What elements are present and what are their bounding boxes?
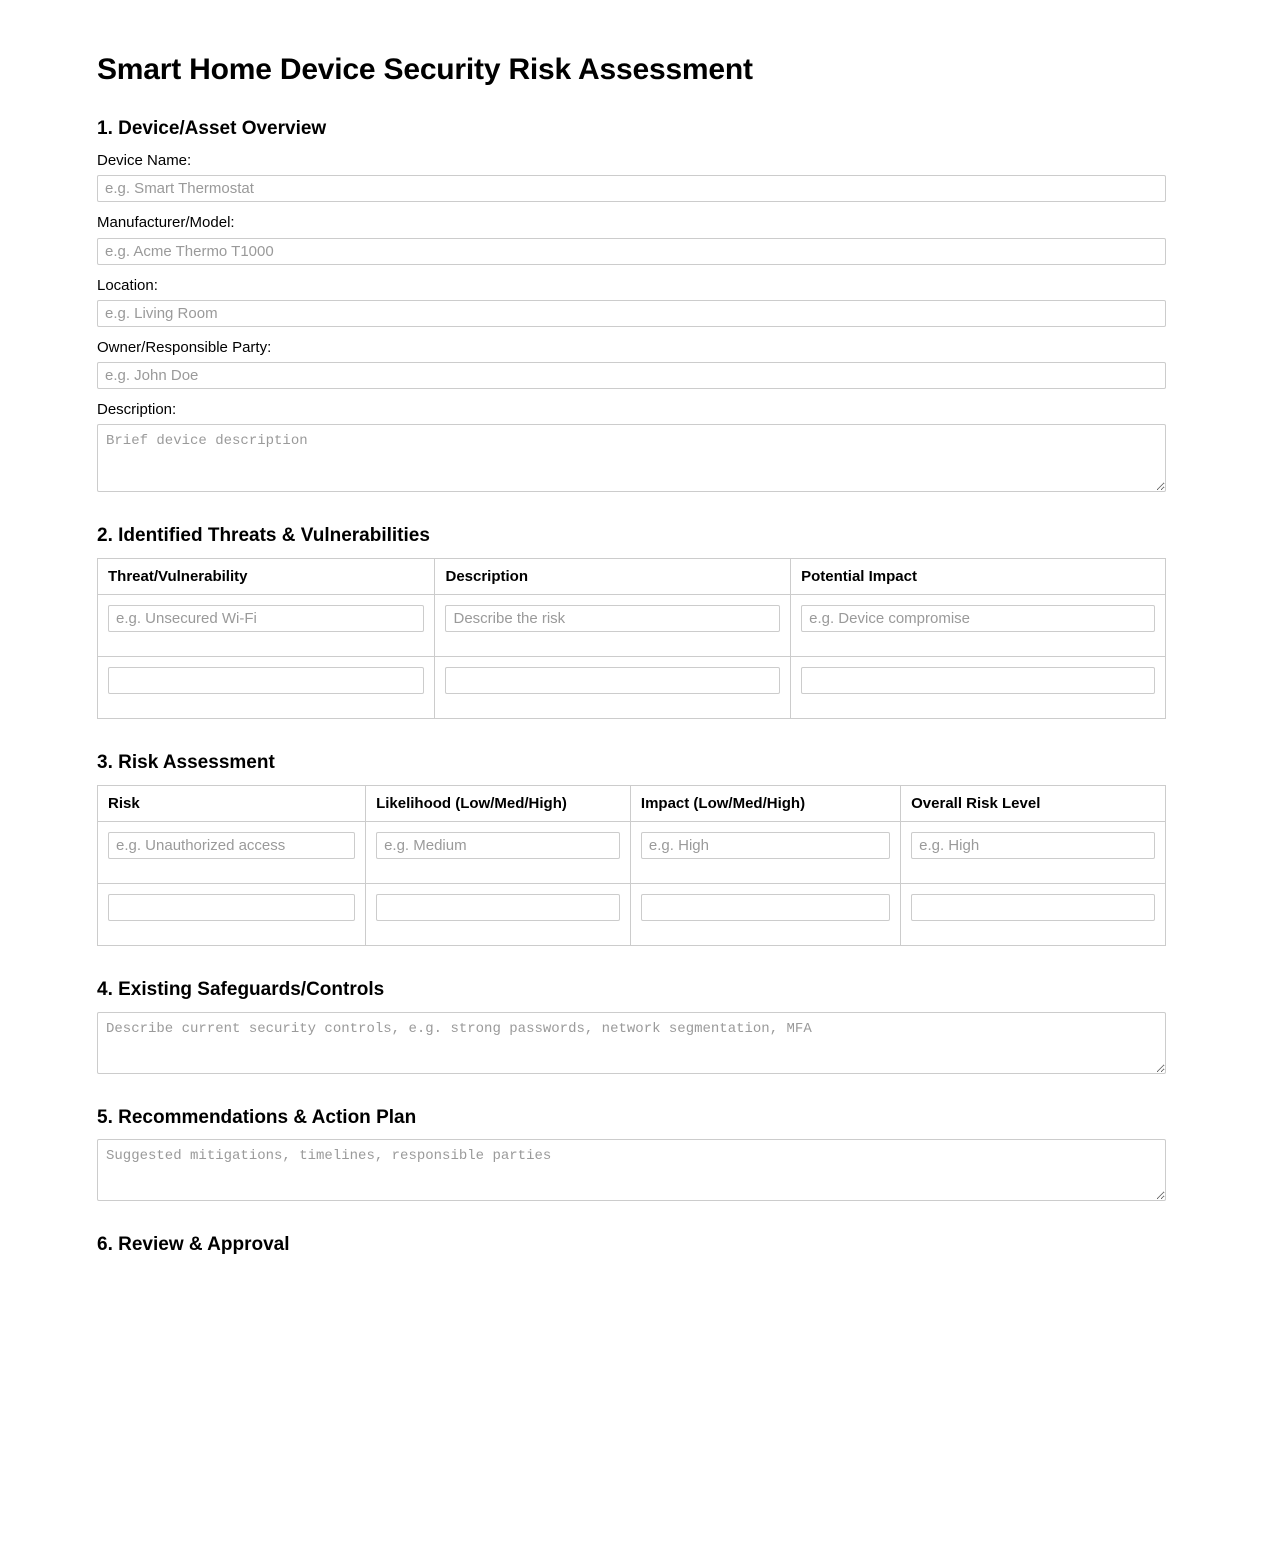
likelihood-input-row2[interactable] [376, 894, 620, 921]
column-header-risk: Risk [98, 785, 366, 821]
cell-impact [630, 883, 900, 945]
overall-risk-level-input-row1[interactable] [911, 832, 1155, 859]
location-input[interactable] [97, 300, 1166, 327]
label-location: Location: [97, 276, 158, 294]
section-heading-identified-threats: 2. Identified Threats & Vulnerabilities [97, 525, 430, 547]
threat-impact-input-row1[interactable] [801, 605, 1155, 632]
label-manufacturer-model: Manufacturer/Model: [97, 214, 235, 232]
cell-potential-impact [791, 595, 1166, 657]
cell-description [435, 595, 791, 657]
cell-overall-risk-level [901, 883, 1166, 945]
table-row [98, 821, 1166, 883]
table-row [98, 883, 1166, 945]
table-row [98, 595, 1166, 657]
risk-input-row2[interactable] [108, 894, 355, 921]
manufacturer-model-input[interactable] [97, 238, 1166, 265]
column-header-overall-risk-level: Overall Risk Level [901, 785, 1166, 821]
threat-impact-input-row2[interactable] [801, 667, 1155, 694]
section-heading-device-asset-overview: 1. Device/Asset Overview [97, 118, 327, 140]
overall-risk-level-input-row2[interactable] [911, 894, 1155, 921]
field-owner-responsible-party [97, 338, 1166, 389]
section-heading-risk-assessment: 3. Risk Assessment [97, 752, 275, 774]
risk-assessment-table [97, 785, 1166, 946]
description-textarea[interactable] [97, 424, 1166, 492]
section-heading-review-approval: 6. Review & Approval [97, 1234, 290, 1256]
field-location [97, 276, 1166, 327]
column-header-potential-impact: Potential Impact [791, 559, 1166, 595]
cell-likelihood [366, 821, 631, 883]
section-heading-existing-safeguards: 4. Existing Safeguards/Controls [97, 978, 385, 1000]
recommendations-textarea[interactable] [97, 1139, 1166, 1201]
cell-risk [98, 821, 366, 883]
cell-potential-impact [791, 657, 1166, 719]
column-header-impact: Impact (Low/Med/High) [630, 785, 900, 821]
column-header-threat: Threat/Vulnerability [98, 559, 435, 595]
impact-input-row2[interactable] [641, 894, 890, 921]
cell-threat [98, 657, 435, 719]
column-header-description: Description [435, 559, 791, 595]
owner-responsible-party-input[interactable] [97, 362, 1166, 389]
field-manufacturer-model [97, 213, 1166, 264]
section-heading-recommendations: 5. Recommendations & Action Plan [97, 1106, 417, 1128]
label-description: Description: [97, 401, 177, 419]
threats-vulnerabilities-table [97, 558, 1166, 719]
risk-input-row1[interactable] [108, 832, 355, 859]
table-header-row [98, 559, 1166, 595]
table-header-row [98, 785, 1166, 821]
table-row [98, 657, 1166, 719]
label-owner-responsible-party: Owner/Responsible Party: [97, 338, 272, 356]
cell-overall-risk-level [901, 821, 1166, 883]
cell-threat [98, 595, 435, 657]
likelihood-input-row1[interactable] [376, 832, 620, 859]
column-header-likelihood: Likelihood (Low/Med/High) [366, 785, 631, 821]
page-title: Smart Home Device Security Risk Assessment [97, 53, 753, 86]
threat-description-input-row2[interactable] [445, 667, 780, 694]
threat-input-row1[interactable] [108, 605, 424, 632]
existing-safeguards-textarea[interactable] [97, 1012, 1166, 1074]
cell-risk [98, 883, 366, 945]
threat-input-row2[interactable] [108, 667, 424, 694]
cell-likelihood [366, 883, 631, 945]
cell-impact [630, 821, 900, 883]
threat-description-input-row1[interactable] [445, 605, 780, 632]
cell-description [435, 657, 791, 719]
device-name-input[interactable] [97, 175, 1166, 202]
field-device-name [97, 151, 1166, 202]
impact-input-row1[interactable] [641, 832, 890, 859]
field-description [97, 400, 1166, 492]
label-device-name: Device Name: [97, 152, 192, 170]
